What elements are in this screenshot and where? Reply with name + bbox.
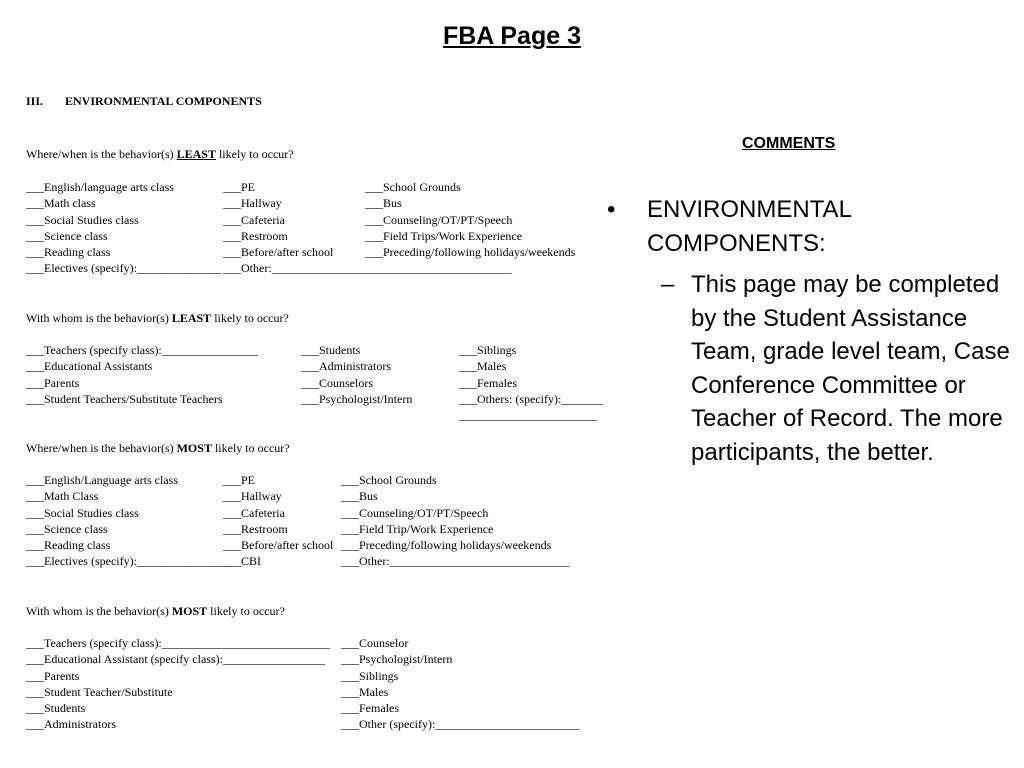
checklist-option: ___Field Trips/Work Experience bbox=[365, 228, 523, 243]
checklist-option: ___Hallway bbox=[223, 196, 282, 211]
sub-bullet-item bbox=[605, 268, 1020, 469]
checklist-option: ___Student Teachers/Substitute Teachers bbox=[26, 391, 223, 406]
checklist-option: ___Math Class bbox=[26, 489, 99, 504]
checklist-option: _______________________ bbox=[459, 408, 597, 423]
checklist-option: ___Counselor bbox=[341, 636, 409, 650]
section-title: ENVIRONMENTAL COMPONENTS bbox=[65, 94, 262, 108]
checklist-option: ___Hallway bbox=[223, 489, 282, 504]
checklist-option: ___CBI bbox=[223, 554, 262, 569]
question-suffix: likely to occur? bbox=[215, 147, 294, 161]
bullet-text: ENVIRONMENTAL COMPONENTS: bbox=[647, 196, 852, 257]
checklist-option: ___Psychologist/Intern bbox=[301, 391, 413, 406]
question-suffix: likely to occur? bbox=[211, 311, 289, 325]
checklist-option: ___Psychologist/Intern bbox=[341, 652, 453, 667]
checklist-option: ___Administrators bbox=[301, 359, 391, 374]
checklist-option: ___Educational Assistants bbox=[26, 359, 153, 374]
checklist-option: ___Counseling/OT/PT/Speech bbox=[365, 212, 513, 227]
bullet-icon: • bbox=[607, 196, 616, 223]
question-prefix: Where/when is the behavior(s) bbox=[26, 441, 177, 455]
checklist-option: ___Restroom bbox=[223, 228, 288, 243]
checklist-option: ___School Grounds bbox=[365, 180, 461, 194]
page-title: FBA Page 3 bbox=[442, 22, 581, 50]
checklist-option: ___Bus bbox=[341, 489, 378, 504]
checklist-option: ___Females bbox=[459, 375, 517, 390]
least-whom-question bbox=[26, 310, 289, 326]
checklist-option: ___Social Studies class bbox=[26, 212, 139, 227]
section-heading bbox=[26, 93, 262, 109]
checklist-option: ___Social Studies class bbox=[26, 505, 139, 520]
checklist-option: ___English/Language arts class bbox=[26, 473, 178, 487]
question-suffix: likely to occur? bbox=[207, 604, 285, 618]
bullet-item bbox=[605, 193, 1020, 260]
checklist-option: ___Science class bbox=[26, 228, 108, 243]
checklist-option: ___Bus bbox=[365, 196, 402, 211]
question-emphasis: MOST bbox=[176, 441, 212, 455]
checklist-option: ___Before/after school bbox=[223, 538, 334, 553]
checklist-option: ___Preceding/following holidays/weekends bbox=[365, 245, 576, 260]
comments-bullets bbox=[605, 193, 1020, 469]
checklist-option: ___Teachers (specify class):________________ bbox=[26, 343, 258, 357]
checklist-option: ___Males bbox=[459, 359, 507, 374]
checklist-option: ___Teachers (specify class):____________________________ bbox=[26, 636, 330, 650]
checklist-option: ___Administrators bbox=[26, 717, 116, 732]
checklist-option: ___Siblings bbox=[341, 668, 399, 683]
checklist-option: ___Others: (specify):_______ bbox=[459, 391, 604, 406]
checklist-option: ___Students bbox=[26, 701, 86, 716]
question-prefix: Where/when is the behavior(s) bbox=[26, 147, 177, 161]
checklist-option: ___Males bbox=[341, 684, 389, 699]
most-where-question bbox=[26, 440, 290, 456]
checklist-option: ___Math class bbox=[26, 196, 96, 211]
checklist-option: ___PE bbox=[223, 180, 256, 194]
checklist-option: ___Siblings bbox=[459, 343, 517, 357]
question-prefix: With whom is the behavior(s) bbox=[26, 311, 172, 325]
checklist-option: ___Cafeteria bbox=[223, 212, 285, 227]
checklist-option: ___Educational Assistant (specify class):_________________ bbox=[26, 652, 325, 667]
checklist-option: ___Other:______________________________ bbox=[341, 554, 570, 569]
checklist-option: ___Reading class bbox=[26, 538, 111, 553]
checklist-option: ___Student Teacher/Substitute bbox=[26, 684, 173, 699]
checklist-option: ___Cafeteria bbox=[223, 505, 285, 520]
checklist-option: ___Students bbox=[301, 343, 361, 357]
checklist-option: ___Electives (specify):______________ bbox=[26, 261, 221, 276]
checklist-option: ___Preceding/following holidays/weekends bbox=[341, 538, 552, 553]
comments-heading: COMMENTS bbox=[742, 135, 836, 152]
most-whom-question bbox=[26, 603, 285, 619]
sub-bullet-text: This page may be completed by the Student Assistance Team, grade level team, Case Conference Committee or Teacher of Record. The more participants, the better. bbox=[691, 271, 1010, 466]
checklist-option: ___School Grounds bbox=[341, 473, 437, 487]
checklist-option: ___Science class bbox=[26, 521, 108, 536]
checklist-option: ___Electives (specify):_______________ bbox=[26, 554, 227, 569]
checklist-option: ___Restroom bbox=[223, 521, 288, 536]
question-emphasis: LEAST bbox=[176, 147, 216, 161]
dash-icon: – bbox=[661, 271, 675, 298]
question-suffix: likely to occur? bbox=[211, 441, 290, 455]
checklist-option: ___Reading class bbox=[26, 245, 111, 260]
checklist-option: ___Other (specify):________________________ bbox=[341, 717, 580, 732]
checklist-option: ___Parents bbox=[26, 668, 80, 683]
question-prefix: With whom is the behavior(s) bbox=[26, 604, 172, 618]
checklist-option: ___Females bbox=[341, 701, 399, 716]
checklist-option: ___Counselors bbox=[301, 375, 373, 390]
question-emphasis: LEAST bbox=[171, 311, 212, 325]
checklist-option: ___Before/after school bbox=[223, 245, 334, 260]
section-number: III. bbox=[26, 94, 44, 108]
least-where-question bbox=[26, 146, 294, 162]
checklist-option: ___Other:________________________________________ bbox=[223, 261, 512, 276]
checklist-option: ___Parents bbox=[26, 375, 80, 390]
checklist-option: ___Field Trip/Work Experience bbox=[341, 521, 494, 536]
checklist-option: ___PE bbox=[223, 473, 256, 487]
checklist-option: ___Counseling/OT/PT/Speech bbox=[341, 505, 489, 520]
checklist-option: ___English/language arts class bbox=[26, 180, 174, 194]
question-emphasis: MOST bbox=[171, 604, 208, 618]
